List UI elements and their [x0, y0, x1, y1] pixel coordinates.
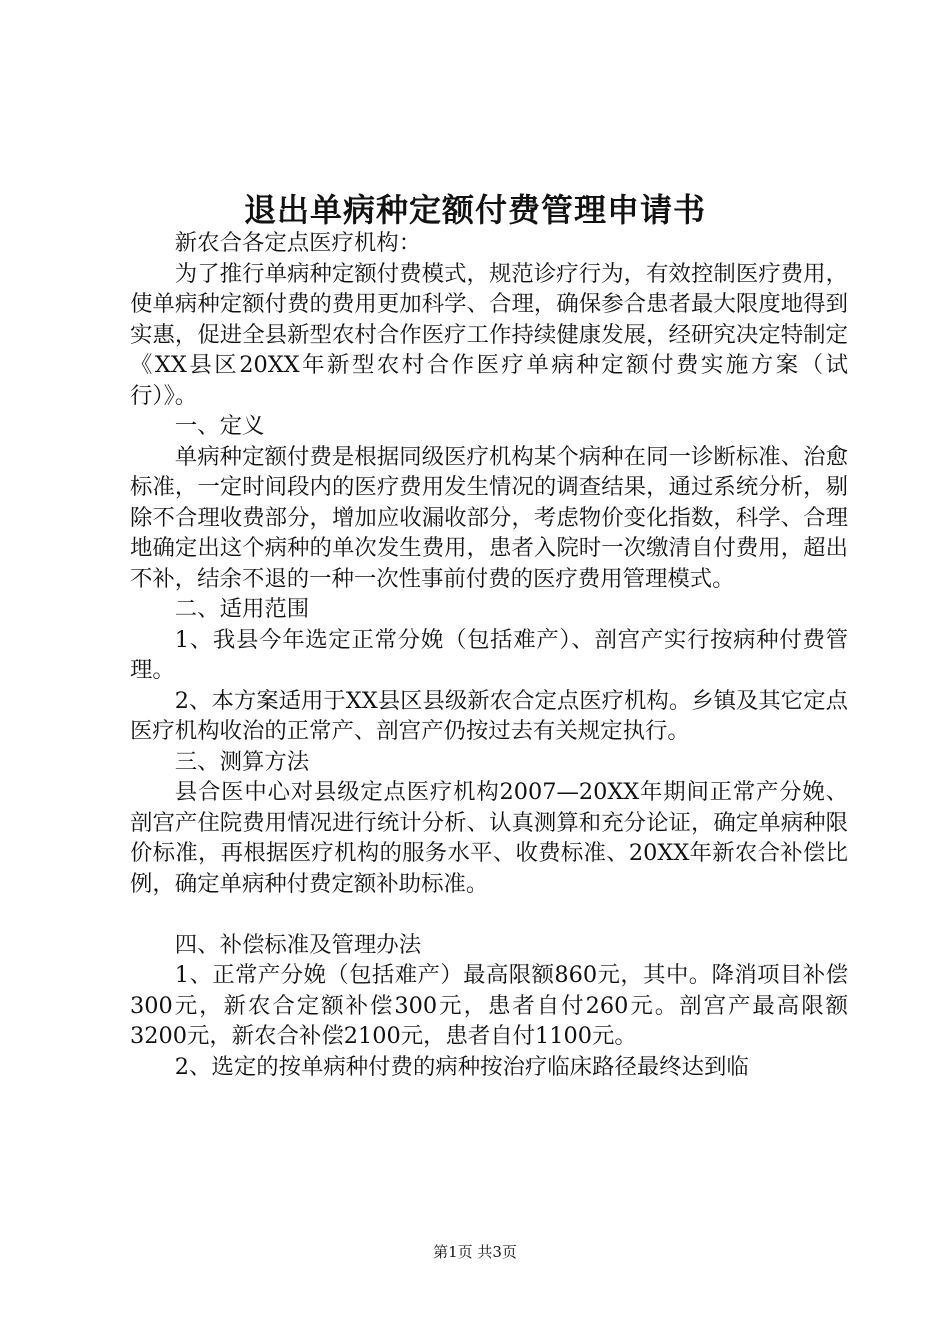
scope-item-1: 1、我县今年选定正常分娩（包括难产）、剖宫产实行按病种付费管理。	[130, 626, 848, 683]
document-body	[130, 228, 848, 1082]
section-heading-method: 三、测算方法	[174, 748, 310, 775]
scope-item-2: 2、本方案适用于XX县区县级新农合定点医疗机构。乡镇及其它定点医疗机构收治的正常产、剖宫产仍按过去有关规定执行。	[130, 687, 848, 744]
section-heading-scope: 二、适用范围	[174, 596, 310, 622]
section-heading-compensation: 四、补偿标准及管理办法	[174, 931, 422, 958]
intro-paragraph: 为了推行单病种定额付费模式，规范诊疗行为，有效控制医疗费用，使单病种定额付费的费用更加科学、合理，确保参合患者最大限度地得到实惠，促进全县新型农村合作医疗工作持续健康发展，经研究决定特制定《XX县区20XX年新型农村合作医疗单病种定额付费实施方案（试行）》。	[130, 260, 848, 409]
method-paragraph: 县合医中心对县级定点医疗机构2007—20XX年期间正常产分娩、剖宫产住院费用情况进行统计分析、认真测算和充分论证，确定单病种限价标准，再根据医疗机构的服务水平、收费标准、20XX年新农合补偿比例，确定单病种付费定额补助标准。	[130, 779, 848, 897]
page-number-footer: 第1页 共3页	[433, 1243, 517, 1261]
definition-paragraph: 单病种定额付费是根据同级医疗机构某个病种在同一诊断标准、治愈标准，一定时间段内的医疗费用发生情况的调查结果，通过系统分析，剔除不合理收费部分，增加应收漏收部分，考虑物价变化指数，科学、合理地确定出这个病种的单次发生费用，患者入院时一次缴清自付费用，超出不补，结余不退的一种一次性事前付费的医疗费用管理模式。	[130, 443, 848, 592]
compensation-item-1: 1、正常产分娩（包括难产）最高限额860元，其中。降消项目补偿300元，新农合定额补偿300元，患者自付260元。剖宫产最高限额3200元，新农合补偿2100元，患者自付1100元。	[130, 962, 848, 1049]
section-heading-definition: 一、定义	[174, 413, 265, 439]
compensation-item-2: 2、选定的按单病种付费的病种按治疗临床路径最终达到临	[174, 1053, 749, 1080]
document-title: 退出单病种定额付费管理申请书	[243, 191, 706, 229]
salutation: 新农合各定点医疗机构：	[174, 230, 422, 256]
